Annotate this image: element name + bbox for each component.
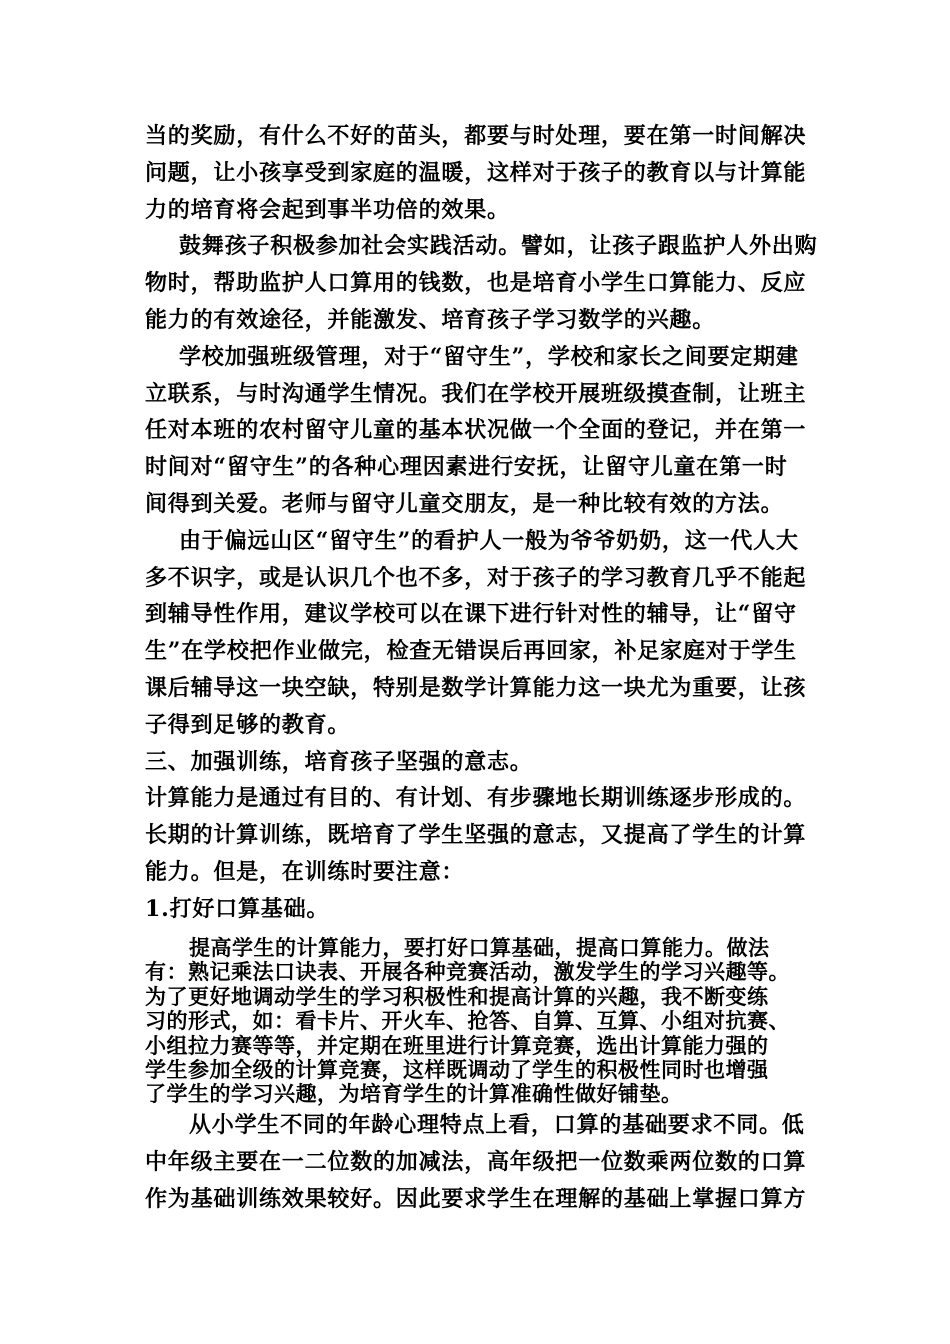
text-line: 学生参加全级的计算竞赛，这样既调动了学生的积极性同时也增强 — [145, 1056, 769, 1082]
text-block-dense — [145, 936, 825, 1107]
text-line: 作为基础训练效果较好。因此要求学生在理解的基础上掌握口算方 — [145, 1185, 807, 1212]
text-block-final — [145, 1107, 825, 1217]
text-line: 有：熟记乘法口诀表、开展各种竞赛活动，激发学生的学习兴趣等。 — [145, 959, 790, 985]
text-line: 力的培育将会起到事半功倍的效果。 — [145, 196, 510, 223]
text-line: 能力的有效途径，并能激发、培育孩子学习数学的兴趣。 — [145, 306, 716, 333]
text-line: 学校加强班级管理，对于“留守生”，学校和家长之间要定期建 — [179, 343, 799, 370]
text-line: 提高学生的计算能力，要打好口算基础，提高口算能力。做法 — [189, 935, 770, 960]
text-line: 当的奖励，有什么不好的苗头，都要与时处理，要在第一时间解决 — [145, 123, 807, 149]
text-line: 习的形式，如：看卡片、开火车、抢答、自算、互算、小组对抗赛、 — [145, 1008, 790, 1034]
text-line: 计算能力是通过有目的、有计划、有步骤地长期训练逐步形成的。 — [145, 785, 807, 812]
text-line: 能力。但是，在训练时要注意： — [145, 858, 465, 885]
text-line: 间得到关爱。老师与留守儿童交朋友，是一种比较有效的方法。 — [145, 490, 784, 517]
text-line: 立联系，与时沟通学生情况。我们在学校开展班级摸查制，让班主 — [145, 380, 807, 407]
text-line: 小组拉力赛等等，并定期在班里进行计算竞赛，选出计算能力强的 — [145, 1032, 769, 1058]
text-line: 子得到足够的教育。 — [145, 711, 351, 738]
text-line: 为了更好地调动学生的学习积极性和提高计算的兴趣，我不断变练 — [145, 983, 769, 1009]
text-line: 长期的计算训练，既培育了学生坚强的意志，又提高了学生的计算 — [145, 822, 807, 849]
text-line: 任对本班的农村留守儿童的基本状况做一个全面的登记，并在第一 — [145, 417, 807, 444]
text-line: 由于偏远山区“留守生”的看护人一般为爷爷奶奶，这一代人大 — [179, 527, 799, 554]
text-line: 多不识字，或是认识几个也不多，对于孩子的学习教育几乎不能起 — [145, 564, 807, 591]
text-block-main — [145, 118, 825, 928]
text-line: 物时，帮助监护人口算用的钱数，也是培育小学生口算能力、反应 — [145, 270, 807, 297]
text-line: 时间对“留守生”的各种心理因素进行安抚，让留守儿童在第一时 — [145, 454, 788, 481]
text-line: 课后辅导这一块空缺，特别是数学计算能力这一块尤为重要，让孩 — [145, 674, 807, 701]
text-line: 生”在学校把作业做完，检查无错误后再回家，补足家庭对于学生 — [145, 638, 797, 665]
text-line: 了学生的学习兴趣，为培育学生的计算准确性做好铺垫。 — [145, 1081, 683, 1107]
text-line: 问题，让小孩享受到家庭的温暖，这样对于孩子的教育以与计算能 — [145, 159, 807, 186]
section-heading: 三、加强训练，培育孩子坚强的意志。 — [145, 748, 533, 775]
text-line: 鼓舞孩子积极参加社会实践活动。譬如，让孩子跟监护人外出购 — [179, 233, 818, 260]
text-line: 从小学生不同的年龄心理特点上看，口算的基础要求不同。低 — [189, 1112, 805, 1138]
text-line: 中年级主要在一二位数的加减法，高年级把一位数乘两位数的口算 — [145, 1148, 807, 1175]
subsection-heading: 1.打好口算基础。 — [145, 895, 330, 922]
text-line: 到辅导性作用，建议学校可以在课下进行针对性的辅导，让“留守 — [145, 601, 797, 628]
